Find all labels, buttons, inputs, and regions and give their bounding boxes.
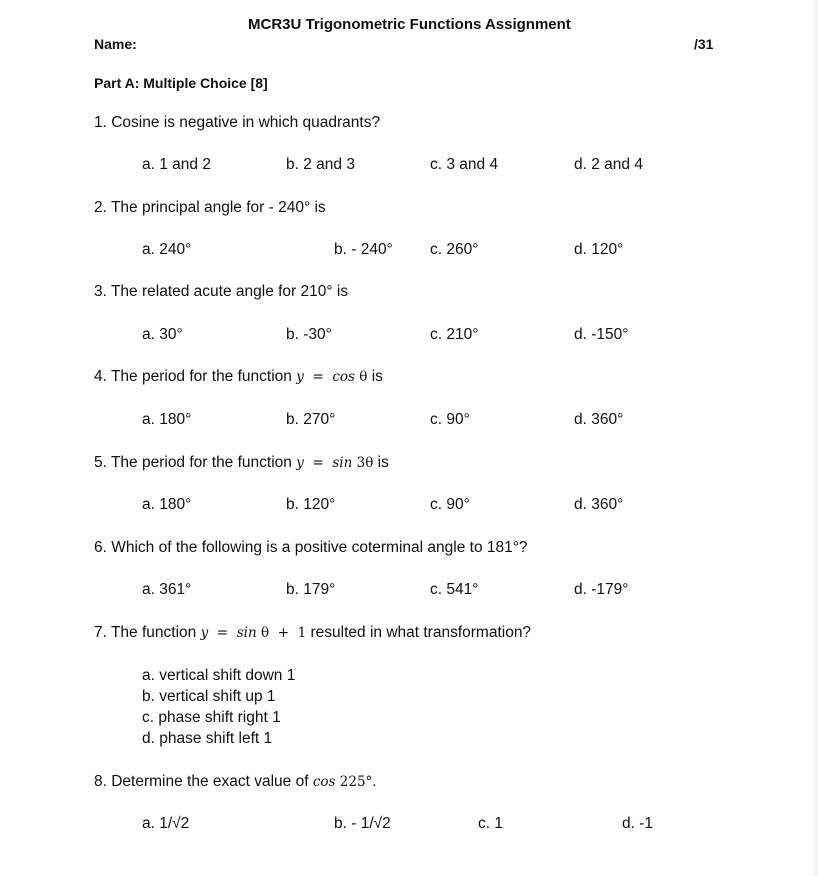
q5-option-c: c. 90° bbox=[430, 496, 470, 513]
q3-option-c: c. 210° bbox=[430, 326, 479, 343]
q3-option-b: b. -30° bbox=[286, 326, 332, 343]
question-6: 6. Which of the following is a positive coterminal angle to 181°? bbox=[94, 539, 528, 556]
question-4-suffix: is bbox=[371, 368, 383, 385]
q4-option-c: c. 90° bbox=[430, 411, 470, 428]
q8-formula: cos 225° bbox=[312, 774, 373, 790]
q6-option-c: c. 541° bbox=[430, 581, 479, 598]
q3-option-d: d. -150° bbox=[574, 326, 629, 343]
q5-option-b: b. 120° bbox=[286, 496, 336, 513]
q6-option-b: b. 179° bbox=[286, 581, 336, 598]
q8-option-d: d. -1 bbox=[622, 815, 654, 832]
q8-option-b: b. - 1/√2 bbox=[334, 815, 391, 832]
question-3: 3. The related acute angle for 210° is bbox=[94, 283, 349, 300]
question-8-suffix: . bbox=[372, 773, 377, 790]
q7-option-c: c. phase shift right 1 bbox=[142, 709, 281, 726]
q5-formula: y = sin 3θ bbox=[296, 455, 374, 471]
question-8-text: 8. Determine the exact value of bbox=[94, 773, 313, 790]
q7-option-a: a. vertical shift down 1 bbox=[142, 667, 296, 684]
q2-option-b: b. - 240° bbox=[334, 241, 393, 258]
q2-option-d: d. 120° bbox=[574, 241, 624, 258]
question-5 bbox=[94, 454, 389, 472]
q3-option-a: a. 30° bbox=[142, 326, 183, 343]
q8-option-a: a. 1/√2 bbox=[142, 815, 190, 832]
section-heading: Part A: Multiple Choice [8] bbox=[94, 75, 268, 91]
question-8 bbox=[94, 773, 377, 791]
question-7-text: 7. The function bbox=[94, 624, 201, 641]
question-1: 1. Cosine is negative in which quadrants? bbox=[94, 114, 381, 131]
question-4 bbox=[94, 368, 383, 386]
q1-option-d: d. 2 and 4 bbox=[574, 156, 643, 173]
q6-option-a: a. 361° bbox=[142, 581, 192, 598]
q7-option-d: d. phase shift left 1 bbox=[142, 730, 273, 747]
question-5-text: 5. The period for the function bbox=[94, 454, 297, 471]
q7-formula: y = sin θ + 1 bbox=[200, 625, 307, 641]
q8-option-c: c. 1 bbox=[478, 815, 503, 832]
score-total: /31 bbox=[694, 36, 714, 52]
q1-option-a: a. 1 and 2 bbox=[142, 156, 211, 173]
q5-option-d: d. 360° bbox=[574, 496, 624, 513]
question-5-suffix: is bbox=[377, 454, 389, 471]
q2-option-c: c. 260° bbox=[430, 241, 479, 258]
q4-option-a: a. 180° bbox=[142, 411, 192, 428]
q4-option-b: b. 270° bbox=[286, 411, 336, 428]
q2-option-a: a. 240° bbox=[142, 241, 192, 258]
name-label: Name: bbox=[94, 36, 137, 52]
question-7 bbox=[94, 624, 531, 642]
q7-option-b: b. vertical shift up 1 bbox=[142, 688, 276, 705]
q5-option-a: a. 180° bbox=[142, 496, 192, 513]
q6-option-d: d. -179° bbox=[574, 581, 629, 598]
page-title: MCR3U Trigonometric Functions Assignment bbox=[248, 16, 571, 33]
question-7-suffix: resulted in what transformation? bbox=[310, 624, 532, 641]
q4-option-d: d. 360° bbox=[574, 411, 624, 428]
question-4-text: 4. The period for the function bbox=[94, 368, 297, 385]
q4-formula: y = cos θ bbox=[296, 369, 368, 385]
q1-option-b: b. 2 and 3 bbox=[286, 156, 355, 173]
question-2: 2. The principal angle for - 240° is bbox=[94, 199, 326, 216]
q1-option-c: c. 3 and 4 bbox=[430, 156, 499, 173]
